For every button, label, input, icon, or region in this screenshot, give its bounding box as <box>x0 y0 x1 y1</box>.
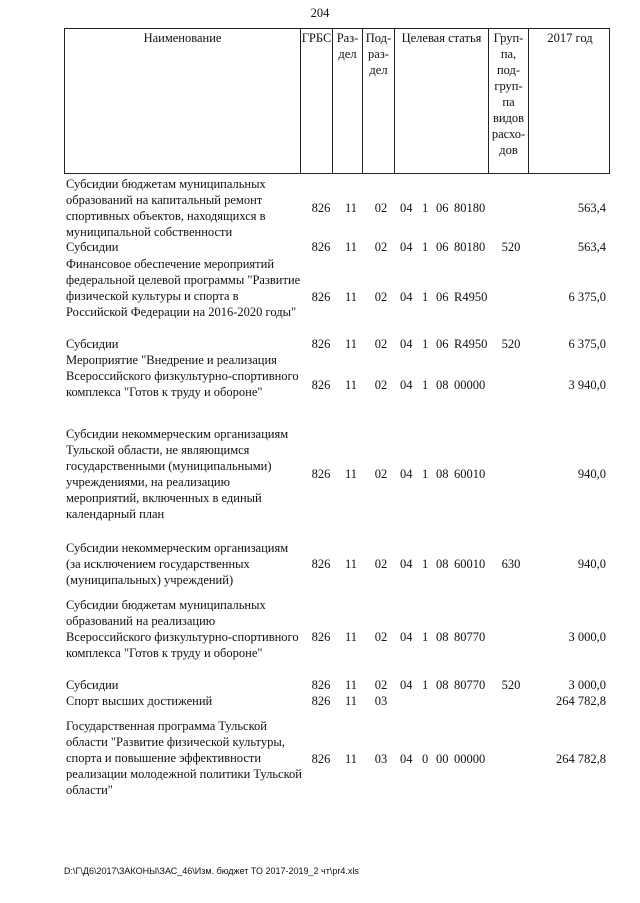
row-value: 563,4 <box>577 240 606 254</box>
header-year: 2017 год <box>547 31 593 45</box>
row-razdel: 11 <box>344 752 358 766</box>
file-path-footer: D:\Г\Д6\2017\ЗАКОНЫ\ЗАС_46\Изм. бюджет ТО 2017-2019_2 чт\pr4.xls <box>64 866 359 876</box>
table-row: Государственная программа Тульской области "Развитие физической культуры, спорта и повышение эффективности реализации молодежной политики Тульской области" 826 11 03 04 0 00 00000 264 782,8 <box>66 719 606 797</box>
row-value: 264 782,8 <box>556 694 606 708</box>
table-row: Финансовое обеспечение мероприятий федеральной целевой программы "Развитие физической культуры и спорта в Российской Федерации на 2016-2020 годы" 826 11 02 04 1 06 R4950 6 375,0 <box>66 257 606 319</box>
row-group: 520 <box>501 337 521 351</box>
row-razdel: 11 <box>344 694 358 708</box>
row-razdel: 11 <box>344 378 358 392</box>
header-name: Наименование <box>65 29 301 173</box>
table-row: Мероприятие "Внедрение и реализация Всероссийского физкультурно-спортивного комплекса "Готов к труду и обороне" 826 11 02 04 1 08 00000 3 940,0 <box>66 353 606 399</box>
row-grbs: 826 <box>311 694 331 708</box>
row-name: Субсидии некоммерческим организациям Тульской области, не являющимся государственными (муниципальными) учреждениями, на реализацию мероприятий, включенных в единый календарный план <box>66 427 289 521</box>
row-grbs: 826 <box>311 467 331 481</box>
row-name: Субсидии <box>66 240 119 254</box>
row-podrazdel: 03 <box>374 694 388 708</box>
header-podrazdel: Под- раз- дел <box>363 29 395 173</box>
row-grbs: 826 <box>311 678 331 692</box>
header-target: Целевая статья <box>395 29 489 173</box>
row-group: 520 <box>501 678 521 692</box>
row-value: 940,0 <box>577 557 606 571</box>
row-value: 6 375,0 <box>568 290 606 304</box>
row-grbs: 826 <box>311 290 331 304</box>
row-grbs: 826 <box>311 378 331 392</box>
row-group: 630 <box>501 557 521 571</box>
row-name: Финансовое обеспечение мероприятий федеральной целевой программы "Развитие физической культуры и спорта в Российской Федерации на 2016-2020 годы" <box>66 257 301 319</box>
table-header <box>64 28 610 174</box>
table-row: Субсидии 826 11 02 04 1 08 80770 520 3 000,0 <box>66 678 606 692</box>
row-razdel: 11 <box>344 467 358 481</box>
row-podrazdel: 02 <box>374 201 388 215</box>
row-podrazdel: 02 <box>374 630 388 644</box>
row-grbs: 826 <box>311 240 331 254</box>
row-name: Субсидии <box>66 678 119 692</box>
row-podrazdel: 02 <box>374 557 388 571</box>
row-grbs: 826 <box>311 557 331 571</box>
header-grbs: ГРБС <box>301 29 333 173</box>
row-razdel: 11 <box>344 337 358 351</box>
row-grbs: 826 <box>311 630 331 644</box>
table-row: Субсидии 826 11 02 04 1 06 R4950 520 6 375,0 <box>66 337 606 351</box>
row-name: Спорт высших достижений <box>66 694 213 708</box>
row-value: 3 940,0 <box>568 378 606 392</box>
row-group: 520 <box>501 240 521 254</box>
row-podrazdel: 02 <box>374 290 388 304</box>
row-name: Субсидии некоммерческим организациям (за исключением государственных (муниципальных) учреждений) <box>66 541 289 587</box>
row-podrazdel: 02 <box>374 678 388 692</box>
row-podrazdel: 03 <box>374 752 388 766</box>
header-razdel: Раз- дел <box>333 29 363 173</box>
row-name: Субсидии <box>66 337 119 351</box>
row-razdel: 11 <box>344 240 358 254</box>
table-row <box>0 693 640 709</box>
table-row: Субсидии бюджетам муниципальных образований на реализацию Всероссийского физкультурно-спортивного комплекса "Готов к труду и обороне" 826 11 02 04 1 08 80770 3 000,0 <box>66 598 606 660</box>
row-razdel: 11 <box>344 678 358 692</box>
table-row: Субсидии некоммерческим организациям (за исключением государственных (муниципальных) учреждений) 826 11 02 04 1 08 60010 630 940,0 <box>66 541 606 587</box>
row-grbs: 826 <box>311 752 331 766</box>
row-name: Субсидии бюджетам муниципальных образований на капитальный ремонт спортивных объектов, находящихся в муниципальной собственности <box>66 177 266 239</box>
row-podrazdel: 02 <box>374 337 388 351</box>
row-razdel: 11 <box>344 290 358 304</box>
row-name: Государственная программа Тульской области "Развитие физической культуры, спорта и повышение эффективности реализации молодежной политики Тульской области" <box>66 719 302 797</box>
row-name: Мероприятие "Внедрение и реализация Всероссийского физкультурно-спортивного комплекса "Готов к труду и обороне" <box>66 353 299 399</box>
row-value: 940,0 <box>577 467 606 481</box>
row-grbs: 826 <box>311 201 331 215</box>
row-value: 563,4 <box>577 201 606 215</box>
row-value: 6 375,0 <box>568 337 606 351</box>
table-row: Субсидии некоммерческим организациям Тульской области, не являющимся государственными (муниципальными) учреждениями, на реализацию мероприятий, включенных в единый календарный план 826 11 02 04 1 08 60010 940,0 <box>66 427 606 521</box>
row-razdel: 11 <box>344 201 358 215</box>
header-group: Груп- па, под- груп- па видов расхо- дов <box>489 29 529 173</box>
row-grbs: 826 <box>311 337 331 351</box>
row-value: 264 782,8 <box>556 752 606 766</box>
row-value: 3 000,0 <box>568 630 606 644</box>
row-podrazdel: 02 <box>374 240 388 254</box>
row-razdel: 11 <box>344 557 358 571</box>
row-razdel: 11 <box>344 630 358 644</box>
row-name: Субсидии бюджетам муниципальных образований на реализацию Всероссийского физкультурно-спортивного комплекса "Готов к труду и обороне" <box>66 598 299 660</box>
table-row: Субсидии бюджетам муниципальных образований на капитальный ремонт спортивных объектов, находящихся в муниципальной собственности 826 11 02 04 1 06 80180 563,4 <box>66 177 606 239</box>
table-row: Субсидии 826 11 02 04 1 06 80180 520 563,4 <box>66 240 606 254</box>
page-number: 204 <box>310 6 330 20</box>
row-podrazdel: 02 <box>374 378 388 392</box>
row-value: 3 000,0 <box>568 678 606 692</box>
row-podrazdel: 02 <box>374 467 388 481</box>
